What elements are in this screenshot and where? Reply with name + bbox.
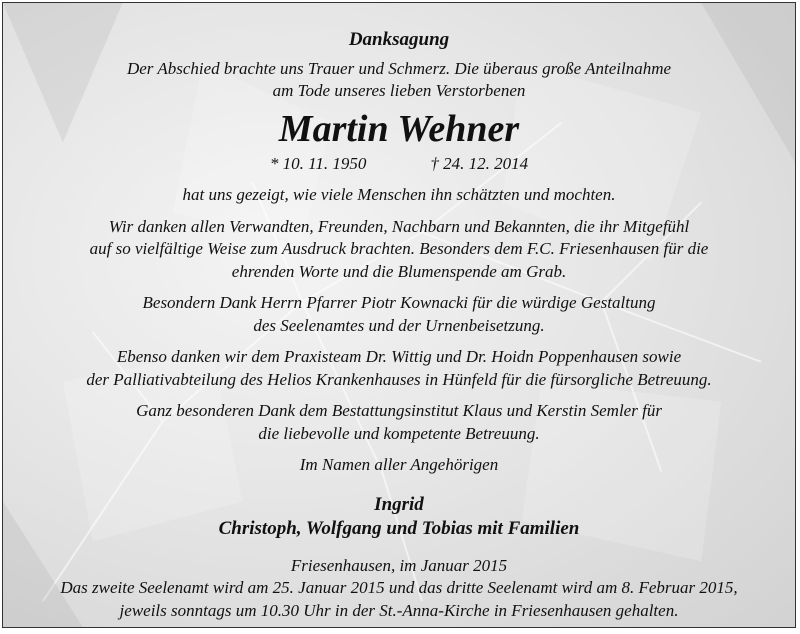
paragraph-thanks-doctors — [3, 346, 795, 391]
paragraph-thanks-pastor — [3, 292, 795, 337]
heading: Danksagung — [348, 29, 450, 50]
obituary-card — [2, 2, 796, 628]
paragraph-line: Ebenso danken wir dem Praxisteam Dr. Wittig und Dr. Hoidn Poppenhausen sowie — [116, 347, 682, 366]
signature-family: Christoph, Wolfgang und Tobias mit Familien — [218, 517, 580, 539]
paragraph-line: der Palliativabteilung des Helios Krankenhauses in Hünfeld für die fürsorgliche Betreuung. — [86, 369, 712, 389]
paragraph-line: die liebevolle und kompetente Betreuung. — [258, 423, 540, 443]
deceased-name: Martin Wehner — [278, 107, 520, 150]
paragraph-thanks-family — [3, 216, 795, 284]
birth-date: * 10. 11. 1950 — [269, 153, 367, 173]
signature-ingrid: Ingrid — [374, 493, 424, 515]
notice-line-1: Das zweite Seelenamt wird am 25. Januar 2015 und das dritte Seelenamt wird am 8. Februar 2015, — [60, 578, 738, 597]
paragraph-line: Ganz besonderen Dank dem Bestattungsinstitut Klaus und Kerstin Semler für — [136, 401, 662, 420]
paragraph-line: des Seelenamtes und der Urnenbeisetzung. — [253, 315, 545, 335]
notice-line-2: jeweils sonntags um 10.30 Uhr in der St.-Anna-Kirche in Friesenhausen gehalten. — [119, 600, 679, 620]
closing-line: Im Namen aller Angehörigen — [299, 455, 499, 474]
paragraph-line: Wir danken allen Verwandten, Freunden, Nachbarn und Bekannten, die ihr Mitgefühl — [108, 216, 690, 236]
paragraph-line: Besondern Dank Herrn Pfarrer Piotr Kownacki für die würdige Gestaltung — [142, 293, 656, 312]
paragraph-thanks-funeral-home — [3, 400, 795, 445]
intro-line-1: Der Abschied brachte uns Trauer und Schmerz. Die überaus große Anteilnahme — [126, 58, 672, 78]
shown-line: hat uns gezeigt, wie viele Menschen ihn schätzten und mochten. — [182, 185, 616, 204]
death-date: † 24. 12. 2014 — [430, 153, 529, 173]
place-date: Friesenhausen, im Januar 2015 — [290, 555, 508, 575]
paragraph-line: ehrenden Worte und die Blumenspende am Grab. — [231, 261, 567, 281]
intro-line-2: am Tode unseres lieben Verstorbenen — [272, 81, 526, 100]
notice-text — [3, 3, 795, 622]
life-dates — [3, 153, 795, 176]
paragraph-line: auf so vielfältige Weise zum Ausdruck brachten. Besonders dem F.C. Friesenhausen für die — [89, 239, 709, 258]
